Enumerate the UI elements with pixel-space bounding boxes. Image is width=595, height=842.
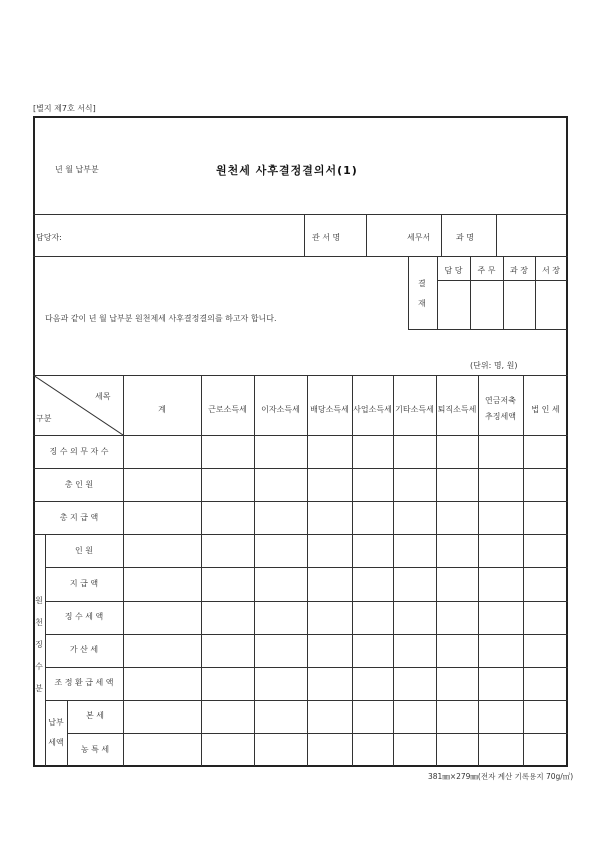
divider (441, 214, 442, 256)
side-group-char: 분 (35, 684, 43, 694)
table-row-line (33, 501, 568, 502)
row-label: 농 특 세 (80, 744, 110, 754)
table-col-line (478, 375, 479, 766)
column-header: 연금저축 추징세액 (485, 396, 516, 421)
table-col-line (123, 375, 124, 766)
approval-col-manager: 담 당 (444, 266, 463, 275)
side-group-char: 천 (35, 618, 43, 628)
paper-spec: 381㎜×279㎜(전자 계산 기록용지 70g/㎡) (428, 772, 574, 781)
approval-col-head: 서 장 (542, 266, 560, 275)
side-group-char: 수 (35, 662, 43, 672)
table-col-line (307, 375, 308, 766)
row-label: 지 급 액 (69, 579, 99, 588)
column-header: 이자소득세 (261, 405, 300, 414)
row-label: 징 수 의 무 자 수 (49, 446, 109, 456)
office-label: 관 서 명 (312, 233, 341, 242)
column-header: 사업소득세 (353, 405, 392, 414)
table-row-line (45, 601, 568, 602)
page-title: 원천세 사후결정결의서(1) (216, 164, 358, 177)
table-col-line (393, 375, 394, 766)
column-header: 법 인 세 (531, 405, 560, 414)
corner-top-label: 세목 (95, 392, 111, 401)
divider (366, 214, 367, 256)
divider (33, 256, 568, 257)
period-label: 년 월 납부분 (55, 165, 99, 174)
table-col-line (201, 375, 202, 766)
table-row-line (45, 667, 568, 668)
approval-col-chief: 주 무 (477, 266, 496, 275)
corner-diagonal (33, 375, 123, 435)
group-separator (45, 534, 46, 766)
row-label: 총 인 원 (64, 479, 94, 489)
frame-top (33, 116, 568, 118)
table-col-line (352, 375, 353, 766)
row-label: 징 수 세 액 (64, 612, 104, 622)
table-row-line (67, 733, 568, 734)
dept-label: 과 명 (456, 233, 474, 242)
subgroup-label-2: 세액 (48, 737, 64, 747)
row-label: 가 산 세 (69, 645, 99, 655)
statement-text: 다음과 같이 년 월 납부분 원천제세 사후결정결의를 하고자 합니다. (45, 314, 277, 323)
side-group-char: 징 (35, 640, 43, 650)
divider (408, 256, 409, 329)
form-code: [별지 제7호 서식] (33, 104, 96, 113)
row-label: 본 세 (86, 711, 104, 721)
approval-side-1: 결 (418, 279, 426, 288)
manager-label: 담당자: (36, 233, 62, 242)
approval-col-section: 과 장 (510, 266, 528, 275)
column-header: 기타소득세 (395, 405, 434, 414)
table-row-line (33, 468, 568, 469)
table-row-line (45, 634, 568, 635)
office-value: 세무서 (407, 233, 431, 242)
column-header: 퇴직소득세 (437, 405, 477, 414)
column-header: 배당소득세 (310, 405, 349, 414)
side-group-char: 원 (35, 596, 43, 606)
row-label: 조 정 환 급 세 액 (54, 678, 114, 688)
corner-bottom-label: 구분 (36, 414, 52, 423)
subgroup-label-1: 납부 (48, 717, 64, 727)
table-col-line (254, 375, 255, 766)
column-header: 근로소득세 (208, 405, 247, 414)
subgroup-separator (67, 700, 68, 766)
approval-side-2: 재 (418, 299, 426, 308)
divider (33, 214, 568, 215)
table-col-line (436, 375, 437, 766)
table-header-line (33, 435, 568, 436)
row-label: 총 지 급 액 (59, 512, 99, 522)
table-col-line (523, 375, 524, 766)
table-row-line (45, 700, 568, 701)
column-header: 계 (158, 405, 166, 414)
divider (408, 329, 567, 330)
divider (437, 280, 567, 281)
divider (496, 214, 497, 256)
corner-diagonal-line (33, 375, 123, 435)
unit-label: (단위: 명, 원) (470, 361, 518, 370)
table-row-line (33, 534, 568, 535)
divider (304, 214, 305, 256)
table-row-line (45, 567, 568, 568)
row-label: 인 원 (75, 545, 93, 555)
withholding-tax-table (33, 375, 568, 766)
